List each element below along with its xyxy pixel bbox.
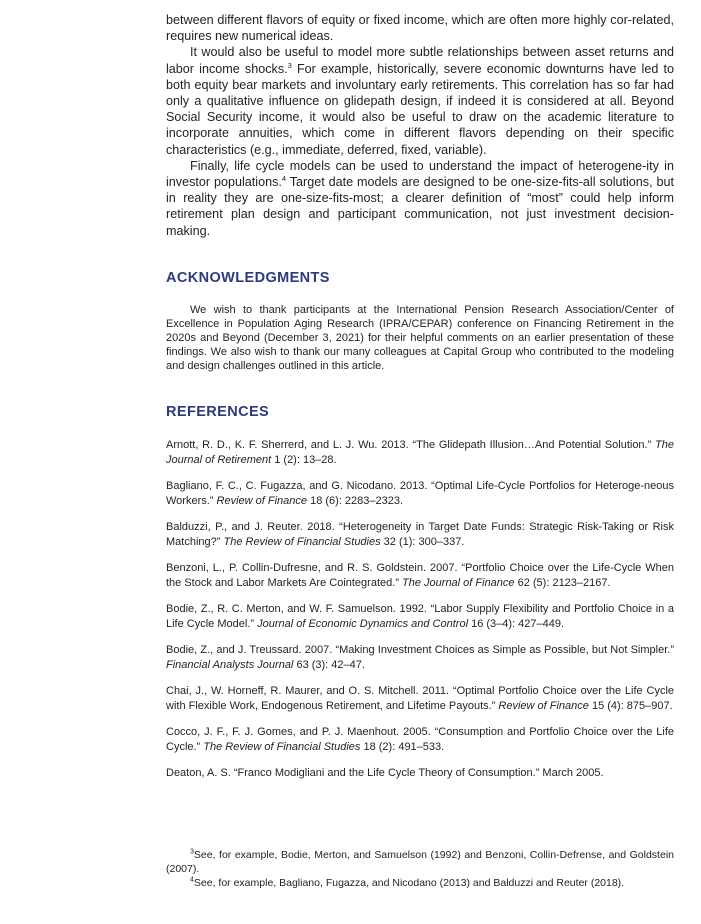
- reference-citation: 16 (3–4): 427–449.: [468, 617, 565, 630]
- footnote-marker-3: 3: [287, 60, 292, 70]
- reference-item: [166, 602, 674, 632]
- reference-citation: 1 (2): 13–28.: [271, 453, 337, 466]
- footnote-number: 3: [190, 848, 194, 856]
- reference-text: Balduzzi, P., and J. Reuter. 2018. “Heterogeneity in Target Date Funds: Strategic Risk-Taking or Risk Matching?”: [166, 520, 674, 548]
- reference-item: [166, 643, 674, 673]
- reference-citation: 18 (2): 491–533.: [360, 740, 445, 753]
- reference-text: Cocco, J. F., F. J. Gomes, and P. J. Maenhout. 2005. “Consumption and Portfolio Choice over the Life Cycle.”: [166, 725, 674, 753]
- reference-citation: 62 (5): 2123–2167.: [514, 576, 611, 589]
- paragraph-3-text-a: Finally, life cycle models can be used to understand the impact of heterogene-ity in investor populations.: [166, 158, 674, 190]
- reference-item: [166, 438, 674, 468]
- reference-item: [166, 766, 674, 781]
- paragraph-2-text-b: For example, historically, severe economic downturns have led to both equity bear markets and involuntary early retirements. This correlation has so far had only a qualitative influence on glidepath design, if indeed it is considered at all. Beyond Social Security income, it would also be useful to draw on the academic literature to incorporate annuities, which come in different flavors depending on their specific characteristics (e.g., immediate, deferred, fixed, variable).: [166, 61, 674, 157]
- reference-venue: Journal of Economic Dynamics and Control: [257, 617, 469, 630]
- footnotes: [166, 848, 674, 890]
- reference-venue: The Review of Financial Studies: [223, 535, 381, 548]
- reference-text: Chai, J., W. Horneff, R. Maurer, and O. S. Mitchell. 2011. “Optimal Portfolio Choice over the Life Cycle with Flexible Work, Endogenous Retirement, and Lifetime Payouts.”: [166, 684, 674, 712]
- reference-venue: Financial Analysts Journal: [166, 658, 294, 671]
- reference-venue: The Journal of Retirement: [166, 438, 674, 466]
- reference-text: Bagliano, F. C., C. Fugazza, and G. Nicodano. 2013. “Optimal Life-Cycle Portfolios for Heteroge-neous Workers.”: [166, 479, 674, 507]
- footnote-marker-4: 4: [281, 173, 287, 183]
- reference-venue: The Review of Financial Studies: [203, 740, 361, 753]
- reference-citation: 32 (1): 300–337.: [380, 535, 465, 548]
- reference-item: [166, 479, 674, 509]
- acknowledgments-heading: ACKNOWLEDGMENTS: [166, 269, 330, 286]
- body-text: [166, 12, 674, 239]
- reference-text: Arnott, R. D., K. F. Sherrerd, and L. J. Wu. 2013. “The Glidepath Illusion…And Potential Solution.”: [166, 438, 656, 451]
- paragraph-1: between different flavors of equity or fixed income, which are often more highly cor-related, requires new numerical ideas.: [166, 13, 674, 44]
- reference-item: [166, 725, 674, 755]
- reference-citation: 63 (3): 42–47.: [293, 658, 365, 671]
- reference-citation: 15 (4): 875–907.: [588, 699, 673, 712]
- reference-text: Benzoni, L., P. Collin-Dufresne, and R. S. Goldstein. 2007. “Portfolio Choice over the Life-Cycle When the Stock and Labor Markets Are Cointegrated.”: [166, 561, 674, 589]
- footnote-number: 4: [190, 876, 194, 884]
- paragraph-3-text-b: Target date models are designed to be one-size-fits-all solutions, but in reality they are one-size-fits-most; a clearer definition of “most” could help inform retirement plan design and participant communication, not just investment decision-making.: [166, 175, 674, 238]
- reference-text: Bodie, Z., and J. Treussard. 2007. “Making Investment Choices as Simple as Possible, but Not Simpler.”: [166, 643, 674, 656]
- paragraph-2: [166, 44, 674, 157]
- footnote-4: [166, 876, 674, 890]
- reference-text: Deaton, A. S. “Franco Modigliani and the Life Cycle Theory of Consumption.” March 2005.: [166, 766, 604, 779]
- references-heading: REFERENCES: [166, 403, 270, 420]
- paragraph-3: [166, 158, 674, 239]
- reference-item: [166, 561, 674, 591]
- footnote-text: See, for example, Bagliano, Fugazza, and Nicodano (2013) and Balduzzi and Reuter (2018).: [193, 877, 625, 889]
- page-content: [166, 12, 674, 792]
- acknowledgments-text: We wish to thank participants at the International Pension Research Association/Center of Excellence in Population Aging Research (IPRA/CEPAR) conference on Financing Retirement in the 2020s and Beyond (December 3, 2021) for their helpful comments on an earlier presentation of these findings. We also wish to thank our many colleagues at Capital Group who contributed to the modeling and design challenges outlined in this article.: [166, 303, 674, 372]
- reference-venue: Review of Finance: [216, 494, 308, 507]
- paragraph-2-text-a: It would also be useful to model more subtle relationships between asset returns and labor income shocks.: [166, 45, 674, 76]
- reference-venue: The Journal of Finance: [402, 576, 515, 589]
- references-list: [166, 438, 674, 781]
- reference-text: Bodie, Z., R. C. Merton, and W. F. Samuelson. 1992. “Labor Supply Flexibility and Portfolio Choice in a Life Cycle Model.”: [166, 602, 674, 630]
- reference-citation: 18 (6): 2283–2323.: [307, 494, 404, 507]
- reference-item: [166, 684, 674, 714]
- reference-item: [166, 520, 674, 550]
- footnote-text: See, for example, Bodie, Merton, and Samuelson (1992) and Benzoni, Collin-Defrense, and Goldstein (2007).: [166, 849, 674, 875]
- reference-venue: Review of Finance: [498, 699, 589, 712]
- footnote-3: [166, 848, 674, 876]
